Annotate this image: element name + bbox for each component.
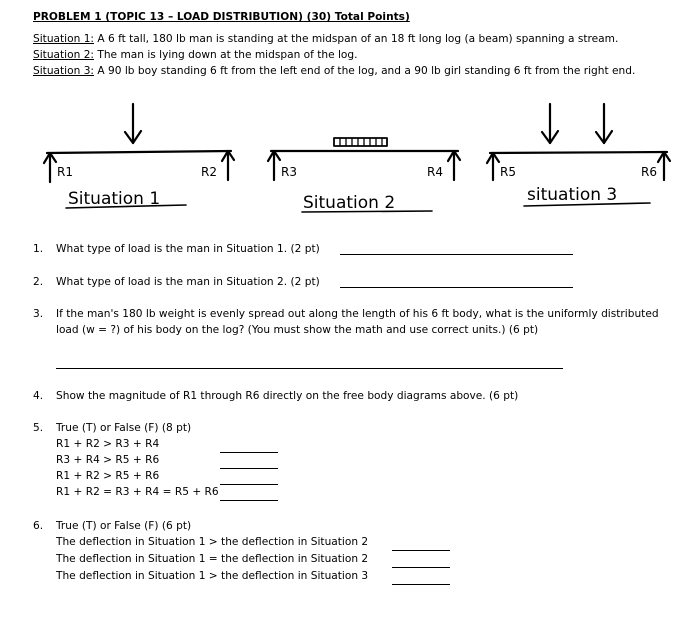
question-1-number: 1. xyxy=(33,243,44,255)
question-4-number: 4. xyxy=(33,390,44,402)
question-5-item-4: R1 + R2 = R3 + R4 = R5 + R6 xyxy=(56,486,219,498)
question-6-text: True (T) or False (F) (6 pt) xyxy=(56,520,192,532)
situation-1-desc: A 6 ft tall, 180 lb man is standing at the midspan of an 18 ft long log (a beam) spanning a stream. xyxy=(94,33,619,45)
answer-blank-3[interactable] xyxy=(56,358,563,369)
question-5-number: 5. xyxy=(33,422,44,434)
question-5-item-1: R1 + R2 > R3 + R4 xyxy=(56,438,160,450)
situation-2-desc: The man is lying down at the midspan of the log. xyxy=(94,49,358,61)
label-r6: R6 xyxy=(641,165,657,179)
page-title: PROBLEM 1 (TOPIC 13 – LOAD DISTRIBUTION) (30) Total Points) xyxy=(33,11,410,23)
answer-blank-1[interactable] xyxy=(340,244,573,255)
question-3-number: 3. xyxy=(33,308,44,320)
question-2-text: What type of load is the man in Situation 2. (2 pt) xyxy=(56,276,320,288)
question-3-line-1: If the man's 180 lb weight is evenly spread out along the length of his 6 ft body, what is the uniformly distributed xyxy=(56,308,659,320)
question-6-item-1: The deflection in Situation 1 > the deflection in Situation 2 xyxy=(56,536,369,548)
caption-situation-1: Situation 1 xyxy=(68,189,161,209)
tf-blank-5-4[interactable] xyxy=(220,490,278,501)
question-5-item-2: R3 + R4 > R5 + R6 xyxy=(56,454,160,466)
tf-blank-5-1[interactable] xyxy=(220,442,278,453)
situation-3-label: Situation 3: xyxy=(33,65,94,77)
caption-situation-3: situation 3 xyxy=(527,185,618,205)
question-6-item-3: The deflection in Situation 1 > the deflection in Situation 3 xyxy=(56,570,369,582)
tf-blank-6-2[interactable] xyxy=(392,557,450,568)
situation-1-label: Situation 1: xyxy=(33,33,94,45)
question-2-number: 2. xyxy=(33,276,44,288)
question-5-item-3: R1 + R2 > R5 + R6 xyxy=(56,470,160,482)
question-6-number: 6. xyxy=(33,520,44,532)
tf-blank-5-3[interactable] xyxy=(220,474,278,485)
label-r3: R3 xyxy=(281,165,297,179)
free-body-diagrams xyxy=(0,0,700,230)
label-r4: R4 xyxy=(427,165,443,179)
tf-blank-6-1[interactable] xyxy=(392,540,450,551)
question-1-text: What type of load is the man in Situation 1. (2 pt) xyxy=(56,243,320,255)
tf-blank-6-3[interactable] xyxy=(392,574,450,585)
beam-3 xyxy=(490,152,667,153)
tf-blank-5-2[interactable] xyxy=(220,458,278,469)
question-3-line-2: load (w = ?) of his body on the log? (You must show the math and use correct units.) (6 pt) xyxy=(56,324,539,336)
label-r2: R2 xyxy=(201,165,217,179)
label-r5: R5 xyxy=(500,165,516,179)
caption-situation-2: Situation 2 xyxy=(303,193,396,213)
label-r1: R1 xyxy=(57,165,73,179)
question-5-text: True (T) or False (F) (8 pt) xyxy=(56,422,192,434)
situation-3-desc: A 90 lb boy standing 6 ft from the left end of the log, and a 90 lb girl standing 6 ft from the right end. xyxy=(94,65,636,77)
beam-1 xyxy=(47,151,231,153)
distributed-load-block xyxy=(334,138,387,146)
answer-blank-2[interactable] xyxy=(340,277,573,288)
question-6-item-2: The deflection in Situation 1 = the deflection in Situation 2 xyxy=(56,553,369,565)
situation-2-label: Situation 2: xyxy=(33,49,94,61)
question-4-text: Show the magnitude of R1 through R6 directly on the free body diagrams above. (6 pt) xyxy=(56,390,519,402)
